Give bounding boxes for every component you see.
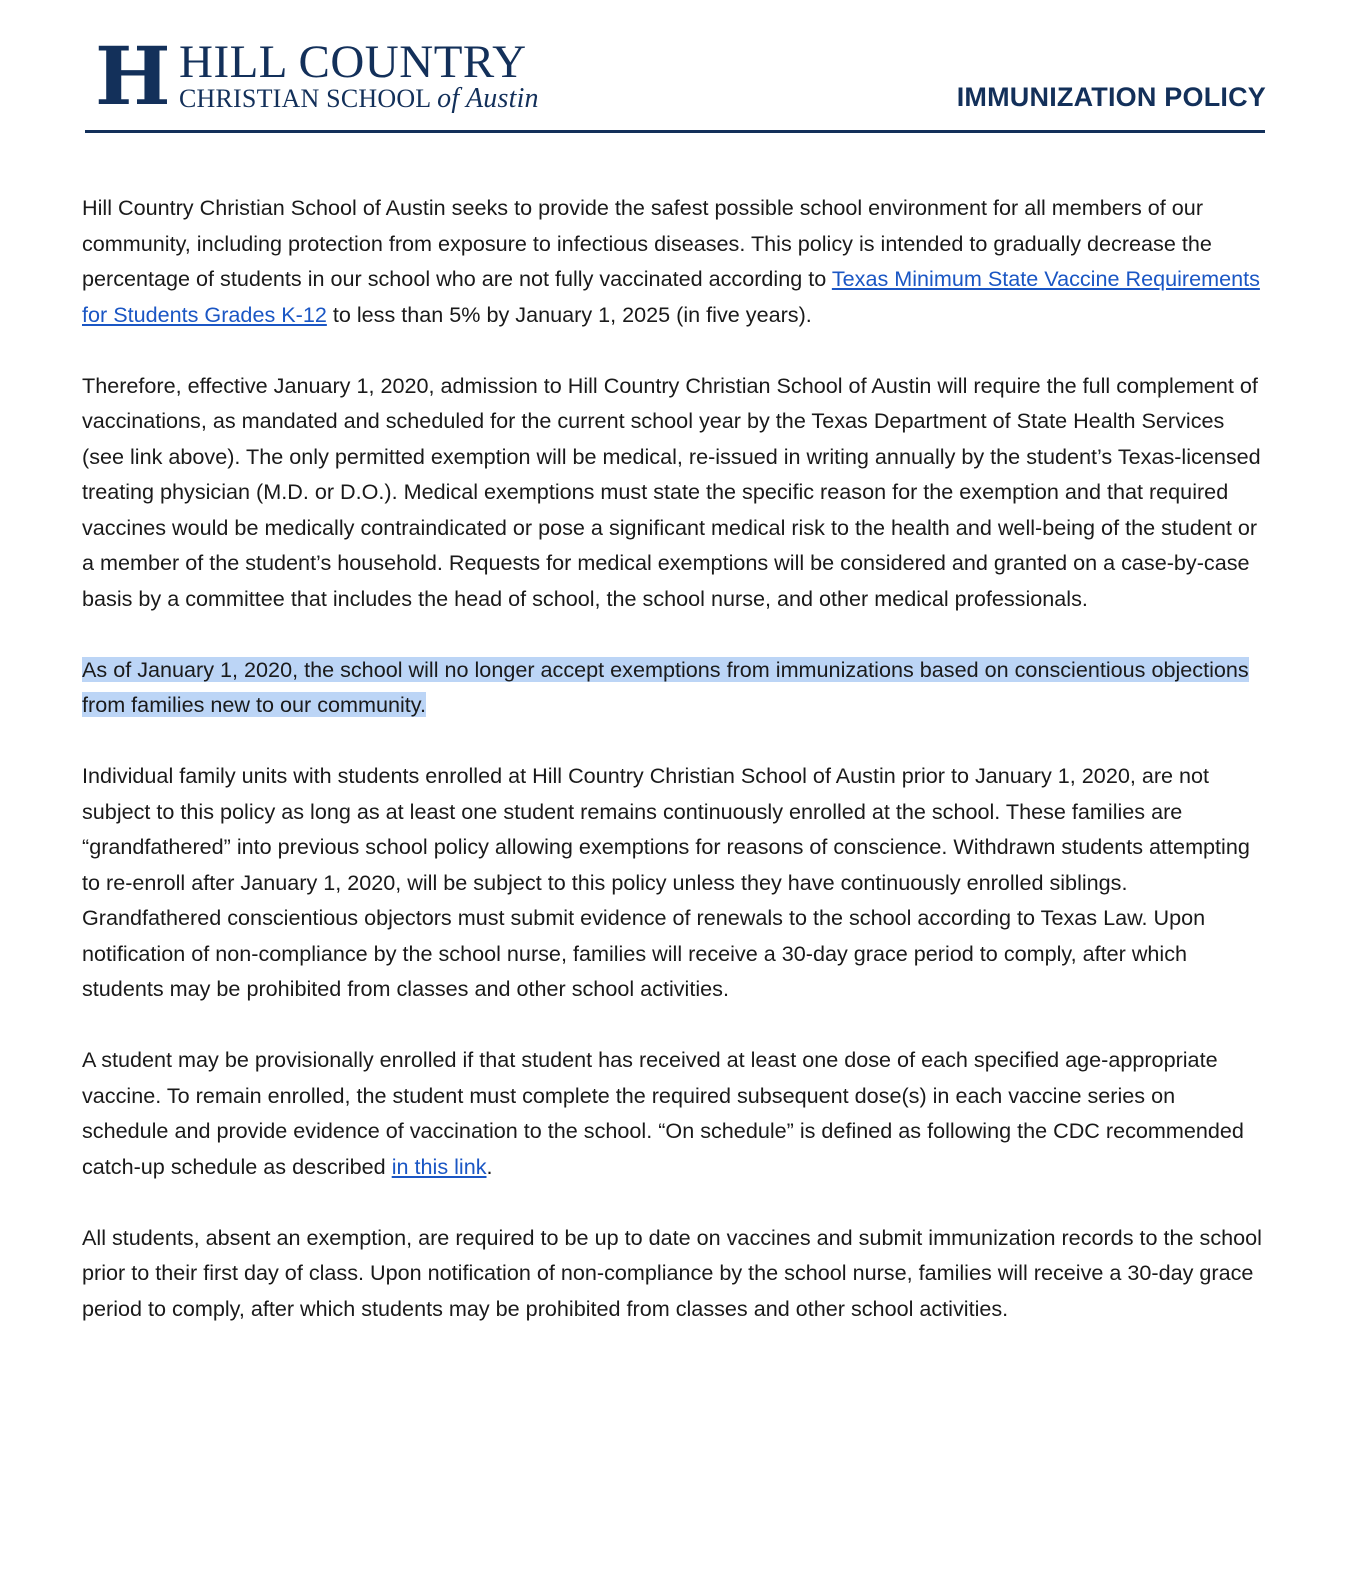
logo-line1: HILL COUNTRY — [179, 36, 527, 88]
paragraph-text: A student may be provisionally enrolled if that student has received at least one dose of each specified age-appropriate vaccine. To remain enrolled, the student must complete the required subsequent dose(s) in each vaccine series on schedule and provide evidence of vaccination to the school. “On schedule” is defined as following the CDC recommended catch-up schedule as described — [82, 1047, 1244, 1179]
paragraph-admission: Therefore, effective January 1, 2020, admission to Hill Country Christian School of Austin will require the full complement of vaccinations, as mandated and scheduled for the current school year by the Texas Department of State Health Services (see link above). The only permitted exemption will be medical, re-issued in writing annually by the student’s Texas-licensed treating physician (M.D. or D.O.). Medical exemptions must state the specific reason for the exemption and that required vaccines would be medically contraindicated or pose a significant medical risk to the health and well-being of the student or a member of the student’s household. Requests for medical exemptions will be considered and granted on a case-by-case basis by a committee that includes the head of school, the school nurse, and other medical professionals. — [82, 372, 1261, 611]
logo-line2-text: CHRISTIAN SCHOOL — [179, 84, 431, 113]
logo-monogram: H — [95, 29, 171, 123]
logo-wordmark — [179, 36, 539, 114]
paragraph-records: All students, absent an exemption, are required to be up to date on vaccines and submit immunization records to the school prior to their first day of class. Upon notification of non-compliance by the school nurse, families will receive a 30-day grace period to comply, after which students may be prohibited from classes and other school activities. — [82, 1224, 1262, 1321]
document-title: IMMUNIZATION POLICY — [956, 82, 1266, 112]
logo-line2 — [179, 84, 539, 114]
paragraph-text: . — [486, 1153, 493, 1179]
paragraph-text: Hill Country Christian School of Austin seeks to provide the safest possible school environment for all members of our community, including protection from exposure to infectious diseases. This policy is intended to gradually decrease the percentage of students in our school who are not fully vaccinated according to — [82, 195, 1212, 291]
policy-body — [82, 190, 1267, 1362]
paragraph-no-exemptions — [82, 652, 1267, 723]
highlighted-text: As of January 1, 2020, the school will no longer accept exemptions from immunizations based on conscientious objections from families new to our community. — [82, 656, 1249, 717]
paragraph-text: to less than 5% by January 1, 2025 (in five years). — [326, 301, 812, 327]
logo-line2-italic: of Austin — [437, 83, 539, 114]
paragraph-grandfathered: Individual family units with students enrolled at Hill Country Christian School of Austin prior to January 1, 2020, are not subject to this policy as long as at least one student remains continuously enrolled at the school. These families are “grandfathered” into previous school policy allowing exemptions for reasons of conscience. Withdrawn students attempting to re-enroll after January 1, 2020, will be subject to this policy unless they have continuously enrolled siblings. Grandfathered conscientious objectors must submit evidence of renewals to the school according to Texas Law. Upon notification of non-compliance by the school nurse, families will receive a 30-day grace period to comply, after which students may be prohibited from classes and other school activities. — [82, 763, 1250, 1001]
header — [0, 0, 1346, 140]
texas-vaccine-requirements-link[interactable]: Texas Minimum State Vaccine Requirements for Students Grades K-12 — [82, 266, 1260, 327]
paragraph-intro — [82, 190, 1267, 332]
school-logo — [95, 29, 539, 123]
cdc-schedule-link[interactable]: in this link — [391, 1153, 487, 1179]
header-divider — [85, 130, 1265, 133]
paragraph-provisional — [82, 1042, 1267, 1184]
